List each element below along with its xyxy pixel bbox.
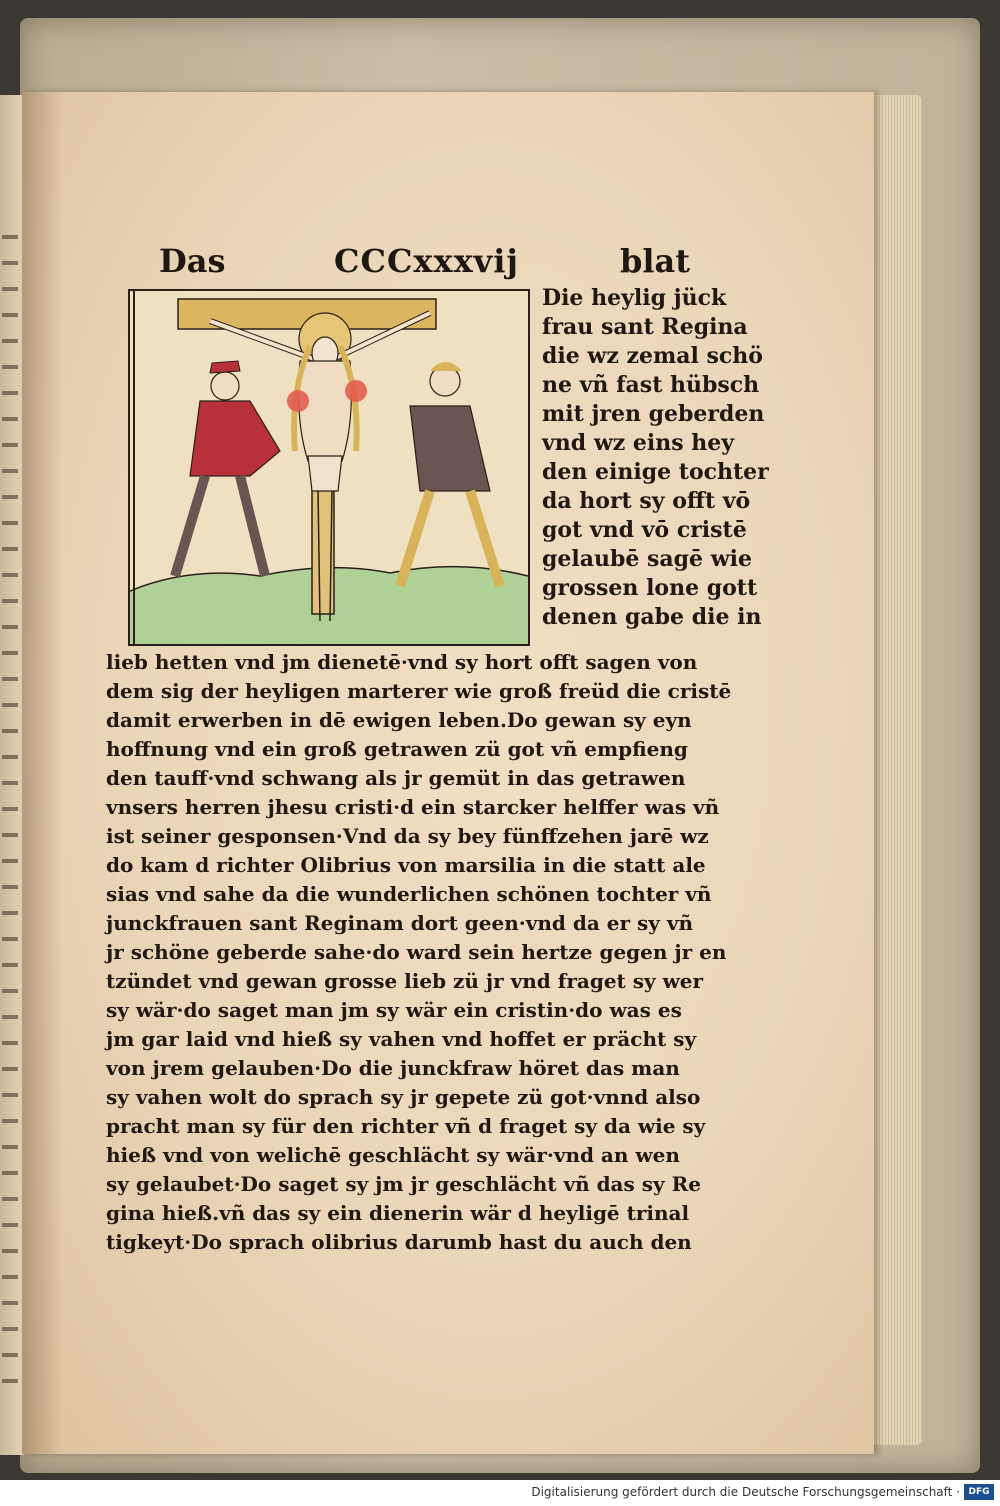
- body-line: dem sig der heyligen marterer wie groß freüd die cristē: [106, 679, 732, 703]
- column-line: grossen lone gott: [542, 575, 758, 601]
- column-line: vnd wz eins hey: [542, 430, 735, 456]
- body-line: do kam d richter Olibrius von marsilia in die statt ale: [106, 853, 706, 877]
- column-line: den einige tochter: [542, 459, 769, 485]
- column-line: mit jren geberden: [542, 401, 765, 427]
- body-line: sy gelaubet·Do saget sy jm jr geschlächt vñ das sy Re: [106, 1172, 701, 1196]
- body-line: hoffnung vnd ein groß getrawen zü got vñ empfieng: [106, 737, 688, 761]
- body-line: hieß vnd von welichē geschlächt sy wär·vnd an wen: [106, 1143, 680, 1167]
- running-head-left: Das: [159, 242, 226, 280]
- column-line: ne vñ fast hübsch: [542, 372, 760, 398]
- book-page: [22, 92, 874, 1454]
- body-line: sias vnd sahe da die wunderlichen schönen tochter vñ: [106, 882, 712, 906]
- column-line: gelaubē sagē wie: [542, 546, 752, 572]
- running-head-right: blat: [620, 242, 691, 280]
- body-line: vnsers herren jhesu cristi·d ein starcker helffer was vñ: [106, 795, 720, 819]
- column-line: denen gabe die in: [542, 604, 762, 630]
- body-line: tzündet vnd gewan grosse lieb zü jr vnd fraget sy wer: [106, 969, 704, 993]
- facing-page-text: [2, 235, 18, 1385]
- body-line: gina hieß.vñ das sy ein dienerin wär d heyligē trinal: [106, 1201, 690, 1225]
- dfg-logo: DFG: [964, 1484, 994, 1500]
- column-line: got vnd vō cristē: [542, 517, 747, 543]
- footer-bar: [0, 1480, 1000, 1506]
- column-line: Die heylig jück: [542, 285, 727, 311]
- folio-number: CCCxxxvij: [334, 242, 519, 280]
- body-line: ist seiner gesponsen·Vnd da sy bey fünffzehen jarē wz: [106, 824, 709, 848]
- body-line: jm gar laid vnd hieß sy vahen vnd hoffet er prächt sy: [106, 1027, 697, 1051]
- woodcut-illustration: [128, 289, 530, 646]
- body-line: sy vahen wolt do sprach sy jr gepete zü got·vnnd also: [106, 1085, 701, 1109]
- body-line: junckfrauen sant Reginam dort geen·vnd da er sy vñ: [106, 911, 693, 935]
- body-line: sy wär·do saget man jm sy wär ein cristin·do was es: [106, 998, 682, 1022]
- body-line: jr schöne geberde sahe·do ward sein hertze gegen jr en: [106, 940, 727, 964]
- column-line: die wz zemal schö: [542, 343, 763, 369]
- body-line: den tauff·vnd schwang als jr gemüt in das getrawen: [106, 766, 686, 790]
- body-line: von jrem gelauben·Do die junckfraw höret das man: [106, 1056, 680, 1080]
- body-line: lieb hetten vnd jm dienetē·vnd sy hort offt sagen von: [106, 650, 698, 674]
- body-line: pracht man sy für den richter vñ d fraget sy da wie sy: [106, 1114, 706, 1138]
- footer-credit: Digitalisierung gefördert durch die Deutsche Forschungsgemeinschaft ·: [531, 1485, 960, 1499]
- crucifixion-woodcut: [130, 291, 528, 644]
- column-line: da hort sy offt vō: [542, 488, 751, 514]
- facing-page-sliver: [0, 95, 24, 1455]
- page-gutter-shadow: [22, 92, 62, 1454]
- body-line: tigkeyt·Do sprach olibrius darumb hast du auch den: [106, 1230, 692, 1254]
- column-line: frau sant Regina: [542, 314, 748, 340]
- body-line: damit erwerben in dē ewigen leben.Do gewan sy eyn: [106, 708, 692, 732]
